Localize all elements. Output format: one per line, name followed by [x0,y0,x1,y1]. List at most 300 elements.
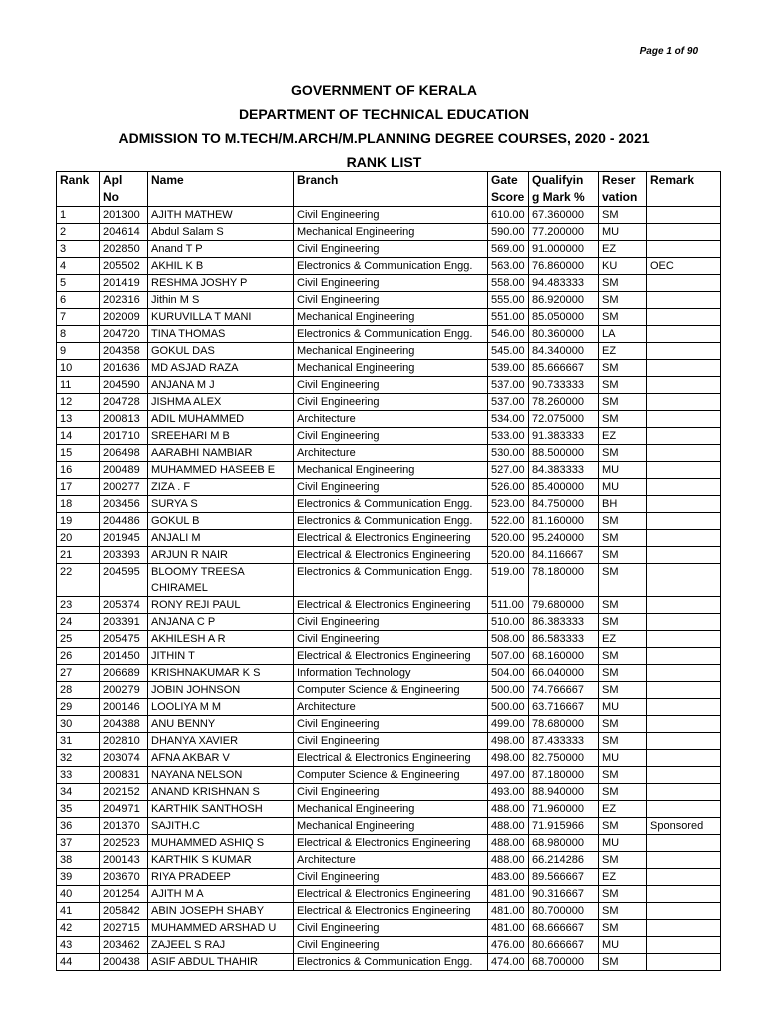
name-cell: ZAJEEL S RAJ [148,937,294,954]
branch-cell: Electrical & Electronics Engineering [294,886,488,903]
table-row [57,716,721,733]
rank-cell: 17 [57,479,100,496]
branch-cell: Computer Science & Engineering [294,682,488,699]
qualifying-mark-cell: 72.075000 [529,411,599,428]
apl-no-cell: 203670 [100,869,148,886]
remark-cell [647,411,721,428]
gate-score-cell: 520.00 [488,530,529,547]
reservation-cell: SM [599,564,647,597]
qualifying-mark-cell: 88.500000 [529,445,599,462]
branch-cell: Civil Engineering [294,784,488,801]
reservation-cell: MU [599,750,647,767]
qualifying-mark-cell: 74.766667 [529,682,599,699]
reservation-cell: MU [599,835,647,852]
rank-cell: 19 [57,513,100,530]
table-row [57,920,721,937]
qualifying-mark-cell: 87.433333 [529,733,599,750]
apl-no-cell: 203391 [100,614,148,631]
qualifying-mark-cell: 81.160000 [529,513,599,530]
name-cell: ASIF ABDUL THAHIR [148,954,294,971]
remark-cell: Sponsored [647,818,721,835]
rank-cell: 20 [57,530,100,547]
reservation-cell: MU [599,937,647,954]
rank-cell: 22 [57,564,100,597]
remark-cell [647,479,721,496]
reservation-cell: SM [599,377,647,394]
apl-no-cell: 205374 [100,597,148,614]
qualifying-mark-cell: 80.666667 [529,937,599,954]
rank-cell: 39 [57,869,100,886]
branch-cell: Architecture [294,852,488,869]
remark-cell [647,648,721,665]
gate-score-cell: 555.00 [488,292,529,309]
apl-no-cell: 200489 [100,462,148,479]
table-row [57,377,721,394]
gate-score-cell: 500.00 [488,699,529,716]
qualifying-mark-cell: 87.180000 [529,767,599,784]
page-number: Page 1 of 90 [639,46,698,57]
gate-score-cell: 522.00 [488,513,529,530]
name-cell: DHANYA XAVIER [148,733,294,750]
gate-score-cell: 545.00 [488,343,529,360]
remark-cell [647,597,721,614]
table-row [57,530,721,547]
heading-government: GOVERNMENT OF KERALA [291,82,477,98]
reservation-cell: SM [599,886,647,903]
rank-cell: 34 [57,784,100,801]
table-row [57,360,721,377]
qualifying-mark-cell: 94.483333 [529,275,599,292]
table-row [57,309,721,326]
apl-no-cell: 204971 [100,801,148,818]
gate-score-cell: 499.00 [488,716,529,733]
rank-cell: 40 [57,886,100,903]
table-row [57,869,721,886]
table-row [57,852,721,869]
table-row [57,614,721,631]
gate-score-cell: 488.00 [488,835,529,852]
name-cell: ADIL MUHAMMED [148,411,294,428]
column-header-apl-no: Apl No [100,172,148,207]
branch-cell: Civil Engineering [294,479,488,496]
name-cell: AJITH M A [148,886,294,903]
name-cell: KURUVILLA T MANI [148,309,294,326]
gate-score-cell: 520.00 [488,547,529,564]
gate-score-cell: 488.00 [488,852,529,869]
apl-no-cell: 200143 [100,852,148,869]
rank-cell: 32 [57,750,100,767]
gate-score-cell: 508.00 [488,631,529,648]
name-cell: AKHIL K B [148,258,294,275]
apl-no-cell: 204595 [100,564,148,597]
rank-cell: 33 [57,767,100,784]
document-header [0,78,768,174]
reservation-cell: SM [599,682,647,699]
name-cell: ANU BENNY [148,716,294,733]
rank-cell: 29 [57,699,100,716]
column-header-qualifying-mark: Qualifyin g Mark % [529,172,599,207]
table-row [57,818,721,835]
table-row [57,937,721,954]
table-row [57,428,721,445]
apl-no-cell: 201419 [100,275,148,292]
reservation-cell: SM [599,716,647,733]
rank-cell: 13 [57,411,100,428]
apl-no-cell: 201370 [100,818,148,835]
reservation-cell: SM [599,292,647,309]
apl-no-cell: 202850 [100,241,148,258]
reservation-cell: SM [599,394,647,411]
rank-cell: 38 [57,852,100,869]
gate-score-cell: 610.00 [488,207,529,224]
name-cell: NAYANA NELSON [148,767,294,784]
qualifying-mark-cell: 86.920000 [529,292,599,309]
rank-cell: 8 [57,326,100,343]
apl-no-cell: 203393 [100,547,148,564]
apl-no-cell: 200831 [100,767,148,784]
gate-score-cell: 551.00 [488,309,529,326]
gate-score-cell: 537.00 [488,394,529,411]
remark-cell [647,377,721,394]
apl-no-cell: 204614 [100,224,148,241]
qualifying-mark-cell: 71.915966 [529,818,599,835]
qualifying-mark-cell: 68.700000 [529,954,599,971]
table-row [57,767,721,784]
table-row [57,699,721,716]
remark-cell [647,309,721,326]
qualifying-mark-cell: 77.200000 [529,224,599,241]
reservation-cell: SM [599,784,647,801]
apl-no-cell: 202715 [100,920,148,937]
rank-cell: 9 [57,343,100,360]
table-row [57,631,721,648]
name-cell: GOKUL B [148,513,294,530]
name-cell: GOKUL DAS [148,343,294,360]
name-cell: LOOLIYA M M [148,699,294,716]
table-row [57,479,721,496]
rank-cell: 1 [57,207,100,224]
table-row [57,750,721,767]
reservation-cell: SM [599,614,647,631]
name-cell: MUHAMMED HASEEB E [148,462,294,479]
table-row [57,513,721,530]
qualifying-mark-cell: 88.940000 [529,784,599,801]
branch-cell: Computer Science & Engineering [294,767,488,784]
name-cell: MUHAMMED ARSHAD U [148,920,294,937]
qualifying-mark-cell: 76.860000 [529,258,599,275]
rank-cell: 28 [57,682,100,699]
gate-score-cell: 493.00 [488,784,529,801]
reservation-cell: SM [599,411,647,428]
gate-score-cell: 539.00 [488,360,529,377]
name-cell: AFNA AKBAR V [148,750,294,767]
branch-cell: Civil Engineering [294,275,488,292]
remark-cell [647,835,721,852]
branch-cell: Electronics & Communication Engg. [294,513,488,530]
remark-cell [647,937,721,954]
qualifying-mark-cell: 84.750000 [529,496,599,513]
name-cell: MD ASJAD RAZA [148,360,294,377]
rank-cell: 42 [57,920,100,937]
rank-cell: 37 [57,835,100,852]
table-row [57,411,721,428]
qualifying-mark-cell: 78.180000 [529,564,599,597]
gate-score-cell: 488.00 [488,801,529,818]
apl-no-cell: 201636 [100,360,148,377]
rank-cell: 12 [57,394,100,411]
rank-cell: 7 [57,309,100,326]
table-row [57,886,721,903]
qualifying-mark-cell: 67.360000 [529,207,599,224]
qualifying-mark-cell: 82.750000 [529,750,599,767]
name-cell: KARTHIK S KUMAR [148,852,294,869]
column-header-reservation: Reser vation [599,172,647,207]
reservation-cell: SM [599,547,647,564]
gate-score-cell: 537.00 [488,377,529,394]
rank-cell: 16 [57,462,100,479]
rank-cell: 36 [57,818,100,835]
remark-cell [647,394,721,411]
apl-no-cell: 200279 [100,682,148,699]
name-cell: JITHIN T [148,648,294,665]
qualifying-mark-cell: 63.716667 [529,699,599,716]
table-row [57,784,721,801]
remark-cell [647,682,721,699]
remark-cell [647,767,721,784]
apl-no-cell: 202009 [100,309,148,326]
name-cell: ARJUN R NAIR [148,547,294,564]
name-cell: ABIN JOSEPH SHABY [148,903,294,920]
reservation-cell: EZ [599,631,647,648]
remark-cell [647,292,721,309]
remark-cell [647,530,721,547]
reservation-cell: MU [599,224,647,241]
gate-score-cell: 523.00 [488,496,529,513]
remark-cell [647,462,721,479]
gate-score-cell: 500.00 [488,682,529,699]
apl-no-cell: 200146 [100,699,148,716]
gate-score-cell: 481.00 [488,920,529,937]
qualifying-mark-cell: 85.400000 [529,479,599,496]
remark-cell [647,496,721,513]
remark-cell [647,733,721,750]
reservation-cell: EZ [599,869,647,886]
table-row [57,597,721,614]
column-header-remark: Remark [647,172,721,207]
branch-cell: Mechanical Engineering [294,309,488,326]
qualifying-mark-cell: 90.733333 [529,377,599,394]
remark-cell [647,241,721,258]
reservation-cell: EZ [599,428,647,445]
branch-cell: Mechanical Engineering [294,462,488,479]
remark-cell [647,614,721,631]
apl-no-cell: 205475 [100,631,148,648]
table-row [57,326,721,343]
branch-cell: Civil Engineering [294,207,488,224]
gate-score-cell: 546.00 [488,326,529,343]
rank-cell: 10 [57,360,100,377]
reservation-cell: SM [599,513,647,530]
name-cell: SURYA S [148,496,294,513]
reservation-cell: LA [599,326,647,343]
rank-cell: 6 [57,292,100,309]
apl-no-cell: 204590 [100,377,148,394]
name-cell: MUHAMMED ASHIQ S [148,835,294,852]
branch-cell: Architecture [294,445,488,462]
rank-cell: 44 [57,954,100,971]
branch-cell: Civil Engineering [294,394,488,411]
name-cell: ANJANA C P [148,614,294,631]
table-row [57,496,721,513]
reservation-cell: SM [599,733,647,750]
apl-no-cell: 204358 [100,343,148,360]
branch-cell: Electrical & Electronics Engineering [294,750,488,767]
reservation-cell: BH [599,496,647,513]
remark-cell [647,665,721,682]
branch-cell: Mechanical Engineering [294,224,488,241]
branch-cell: Mechanical Engineering [294,360,488,377]
branch-cell: Architecture [294,699,488,716]
gate-score-cell: 510.00 [488,614,529,631]
name-cell: RIYA PRADEEP [148,869,294,886]
branch-cell: Electrical & Electronics Engineering [294,648,488,665]
apl-no-cell: 201710 [100,428,148,445]
qualifying-mark-cell: 89.566667 [529,869,599,886]
branch-cell: Mechanical Engineering [294,801,488,818]
gate-score-cell: 483.00 [488,869,529,886]
branch-cell: Electrical & Electronics Engineering [294,903,488,920]
apl-no-cell: 201945 [100,530,148,547]
name-cell: AJITH MATHEW [148,207,294,224]
gate-score-cell: 530.00 [488,445,529,462]
gate-score-cell: 497.00 [488,767,529,784]
qualifying-mark-cell: 68.666667 [529,920,599,937]
remark-cell [647,360,721,377]
rank-list-table [56,171,721,971]
reservation-cell: SM [599,818,647,835]
branch-cell: Electrical & Electronics Engineering [294,530,488,547]
remark-cell [647,428,721,445]
remark-cell [647,869,721,886]
reservation-cell: EZ [599,801,647,818]
table-row [57,801,721,818]
table-row [57,394,721,411]
rank-cell: 30 [57,716,100,733]
qualifying-mark-cell: 71.960000 [529,801,599,818]
table-row [57,241,721,258]
branch-cell: Civil Engineering [294,241,488,258]
reservation-cell: SM [599,903,647,920]
gate-score-cell: 534.00 [488,411,529,428]
qualifying-mark-cell: 84.340000 [529,343,599,360]
remark-cell [647,224,721,241]
gate-score-cell: 498.00 [488,733,529,750]
branch-cell: Mechanical Engineering [294,818,488,835]
rank-cell: 31 [57,733,100,750]
remark-cell [647,954,721,971]
qualifying-mark-cell: 84.383333 [529,462,599,479]
qualifying-mark-cell: 80.360000 [529,326,599,343]
remark-cell [647,275,721,292]
reservation-cell: SM [599,445,647,462]
table-row [57,207,721,224]
reservation-cell: EZ [599,343,647,360]
apl-no-cell: 200813 [100,411,148,428]
remark-cell: OEC [647,258,721,275]
qualifying-mark-cell: 91.000000 [529,241,599,258]
rank-cell: 26 [57,648,100,665]
remark-cell [647,547,721,564]
reservation-cell: SM [599,275,647,292]
reservation-cell: KU [599,258,647,275]
branch-cell: Electronics & Communication Engg. [294,954,488,971]
branch-cell: Civil Engineering [294,716,488,733]
rank-cell: 35 [57,801,100,818]
branch-cell: Architecture [294,411,488,428]
table-header-row [57,172,721,207]
name-cell: Jithin M S [148,292,294,309]
heading-admission: ADMISSION TO M.TECH/M.ARCH/M.PLANNING DEGREE COURSES, 2020 - 2021 [118,130,650,146]
apl-no-cell: 204728 [100,394,148,411]
gate-score-cell: 533.00 [488,428,529,445]
name-cell: JISHMA ALEX [148,394,294,411]
qualifying-mark-cell: 66.214286 [529,852,599,869]
remark-cell [647,716,721,733]
column-header-rank: Rank [57,172,100,207]
reservation-cell: SM [599,207,647,224]
gate-score-cell: 474.00 [488,954,529,971]
apl-no-cell: 201254 [100,886,148,903]
rank-cell: 4 [57,258,100,275]
apl-no-cell: 204720 [100,326,148,343]
table-row [57,462,721,479]
gate-score-cell: 488.00 [488,818,529,835]
table-row [57,682,721,699]
reservation-cell: MU [599,699,647,716]
name-cell: RESHMA JOSHY P [148,275,294,292]
remark-cell [647,326,721,343]
apl-no-cell: 200277 [100,479,148,496]
rank-cell: 25 [57,631,100,648]
gate-score-cell: 498.00 [488,750,529,767]
rank-cell: 3 [57,241,100,258]
branch-cell: Electrical & Electronics Engineering [294,835,488,852]
gate-score-cell: 476.00 [488,937,529,954]
rank-cell: 2 [57,224,100,241]
rank-cell: 18 [57,496,100,513]
apl-no-cell: 201450 [100,648,148,665]
apl-no-cell: 203462 [100,937,148,954]
qualifying-mark-cell: 68.160000 [529,648,599,665]
remark-cell [647,852,721,869]
name-cell: Abdul Salam S [148,224,294,241]
apl-no-cell: 205502 [100,258,148,275]
name-cell: RONY REJI PAUL [148,597,294,614]
table-row [57,258,721,275]
name-cell: ANAND KRISHNAN S [148,784,294,801]
apl-no-cell: 203074 [100,750,148,767]
name-cell: JOBIN JOHNSON [148,682,294,699]
branch-cell: Civil Engineering [294,869,488,886]
qualifying-mark-cell: 91.383333 [529,428,599,445]
apl-no-cell: 205842 [100,903,148,920]
apl-no-cell: 203456 [100,496,148,513]
name-cell: AKHILESH A R [148,631,294,648]
name-cell: SREEHARI M B [148,428,294,445]
branch-cell: Civil Engineering [294,292,488,309]
rank-cell: 24 [57,614,100,631]
qualifying-mark-cell: 78.680000 [529,716,599,733]
